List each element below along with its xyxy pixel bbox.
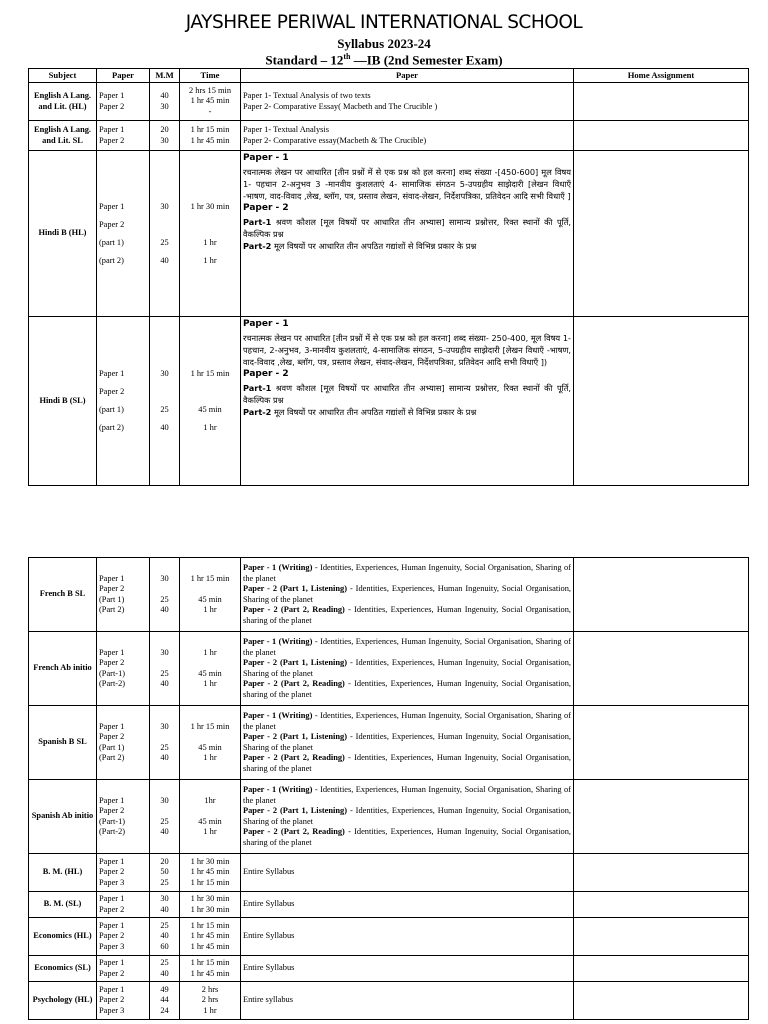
col-time: Time	[180, 69, 241, 83]
time-cell: 1 hr 15 min 45 min 1 hr	[180, 317, 241, 486]
paper-content-cell: Entire Syllabus	[241, 918, 574, 956]
home-assignment-cell	[574, 706, 749, 780]
time-cell: 1 hr 30 min 1 hr 30 min	[180, 892, 241, 918]
marks-cell: 30 25 40	[150, 317, 180, 486]
paper-content-cell: Paper 1- Textual Analysis Paper 2- Comparative essay(Macbeth & The Crucible)	[241, 121, 574, 151]
row-bm-sl	[29, 892, 749, 918]
subject-cell: Economics (HL)	[29, 918, 97, 956]
paper-cell: Paper 1 Paper 2 (Part 1) (Part 2)	[97, 706, 150, 780]
paper-content-cell: Paper - 1 (Writing) - Identities, Experiences, Human Ingenuity, Social Organisation, Sharing of the planet Paper - 2 (Part 1, Listening) - Identities, Experiences, Human Ingenuity, Social Organisation, Sharing of the planet Paper - 2 (Part 2, Reading) - Identities, Experiences, Human Ingenuity, Social Organisation, sharing of the planet	[241, 706, 574, 780]
home-assignment-cell	[574, 854, 749, 892]
subject-cell: French Ab initio	[29, 632, 97, 706]
paper-content-cell: Entire Syllabus	[241, 854, 574, 892]
paper-cell: Paper 1 Paper 2 (part 1) (part 2)	[97, 317, 150, 486]
time-cell: 1 hr 15 min 45 min 1 hr	[180, 706, 241, 780]
marks-cell: 30 25 40	[150, 558, 180, 632]
standard-title: Standard – 12th —IB (2nd Semester Exam)	[265, 52, 503, 68]
home-assignment-cell	[574, 982, 749, 1020]
paper-cell: Paper 1 Paper 2 (Part 1) (Part 2)	[97, 558, 150, 632]
school-name: JAYSHREE PERIWAL INTERNATIONAL SCHOOL	[185, 12, 583, 33]
paper-cell: Paper 1 Paper 2 (Part-1) (Part-2)	[97, 780, 150, 854]
row-bm-hl	[29, 854, 749, 892]
subject-cell: English A Lang. and Lit. SL	[29, 121, 97, 151]
home-assignment-cell	[574, 632, 749, 706]
paper-content-cell: Paper - 1 रचनात्मक लेखन पर आधारित [तीन प्रश्नों में से एक प्रश्न को हल करना] शब्द संख्या- 250-400, मूल विषय 1- पहचान, 2-अनुभव, 3-मानवीय कुशलताएं, 4-सामाजिक संगठन, 5-उपग्रहीय साझेदारी [लेखन विधाएँ -भाषण, वाद-विवाद ,लेख, ब्लॉग, पत्र, प्रस्ताव लेखन, संवाद-लेखन, निर्देशपत्रिका, प्रतिवेदन आदि सभी विधाएँ ]) Paper - 2 Part-1 श्रवण कौशल [मूल विषयों पर आधारित तीन अभ्यास] सामान्य प्रश्नोत्तर, रिक्त स्थानों की पूर्ति, वैकल्पिक प्रश्न Part-2 मूल विषयों पर आधारित तीन अपठित गद्यांशों से विभिन्न प्रकार के प्रश्न	[241, 317, 574, 486]
paper-content-cell: Paper - 1 (Writing) - Identities, Experiences, Human Ingenuity, Social Organisation, Sharing of the planet Paper - 2 (Part 1, Listening) - Identities, Experiences, Human Ingenuity, Social Organisation, Sharing of the planet Paper - 2 (Part 2, Reading) - Identities, Experiences, Human Ingenuity, Social Organisation, sharing of the planet	[241, 780, 574, 854]
paper-content-cell: Entire Syllabus	[241, 956, 574, 982]
col-subject: Subject	[29, 69, 97, 83]
subject-cell: Economics (SL)	[29, 956, 97, 982]
paper-cell: Paper 1 Paper 2	[97, 83, 150, 121]
row-hindi-hl	[29, 151, 749, 317]
marks-cell: 20 50 25	[150, 854, 180, 892]
col-paper-content: Paper	[241, 69, 574, 83]
subject-cell: Spanish B SL	[29, 706, 97, 780]
time-cell: 2 hrs 15 min 1 hr 45 min -	[180, 83, 241, 121]
row-economics-sl	[29, 956, 749, 982]
time-cell: 1 hr 15 min 45 min 1 hr	[180, 558, 241, 632]
col-home-assignment: Home Assignment	[574, 69, 749, 83]
home-assignment-cell	[574, 956, 749, 982]
subject-cell: B. M. (SL)	[29, 892, 97, 918]
header-row	[29, 69, 749, 83]
marks-cell: 30 25 40	[150, 632, 180, 706]
time-cell: 1 hr 30 min 1 hr 45 min 1 hr 15 min	[180, 854, 241, 892]
syllabus-table-1	[28, 68, 749, 486]
paper-content-cell: Entire syllabus	[241, 982, 574, 1020]
marks-cell: 30 25 40	[150, 780, 180, 854]
marks-cell: 30 40	[150, 892, 180, 918]
paper-cell: Paper 1 Paper 2 Paper 3	[97, 982, 150, 1020]
subject-cell: French B SL	[29, 558, 97, 632]
time-cell: 2 hrs 2 hrs 1 hr	[180, 982, 241, 1020]
paper-cell: Paper 1 Paper 2 (part 1) (part 2)	[97, 151, 150, 317]
row-hindi-sl	[29, 317, 749, 486]
col-max-marks: M.M	[150, 69, 180, 83]
paper-content-cell: Paper 1- Textual Analysis of two texts Paper 2- Comparative Essay( Macbeth and The Crucible )	[241, 83, 574, 121]
home-assignment-cell	[574, 558, 749, 632]
marks-cell: 30 25 40	[150, 706, 180, 780]
marks-cell: 49 44 24	[150, 982, 180, 1020]
home-assignment-cell	[574, 780, 749, 854]
row-spanish-b-sl	[29, 706, 749, 780]
time-cell: 1 hr 15 min 1 hr 45 min 1 hr 45 min	[180, 918, 241, 956]
subject-cell: B. M. (HL)	[29, 854, 97, 892]
syllabus-title: Syllabus 2023-24	[337, 36, 431, 51]
paper-cell: Paper 1 Paper 2	[97, 121, 150, 151]
paper-content-cell: Paper - 1 (Writing) - Identities, Experiences, Human Ingenuity, Social Organisation, Sharing of the planet Paper - 2 (Part 1, Listening) - Identities, Experiences, Human Ingenuity, Social Organisation, Sharing of the planet Paper - 2 (Part 2, Reading) - Identities, Experiences, Human Ingenuity, Social Organisation, sharing of the planet	[241, 558, 574, 632]
subject-cell: Psychology (HL)	[29, 982, 97, 1020]
paper-cell: Paper 1 Paper 2 Paper 3	[97, 918, 150, 956]
home-assignment-cell	[574, 317, 749, 486]
home-assignment-cell	[574, 151, 749, 317]
marks-cell: 40 30	[150, 83, 180, 121]
home-assignment-cell	[574, 892, 749, 918]
paper-cell: Paper 1 Paper 2 Paper 3	[97, 854, 150, 892]
time-cell: 1 hr 30 min 1 hr 1 hr	[180, 151, 241, 317]
row-french-ab-initio	[29, 632, 749, 706]
paper-cell: Paper 1 Paper 2	[97, 956, 150, 982]
marks-cell: 30 25 40	[150, 151, 180, 317]
home-assignment-cell	[574, 918, 749, 956]
marks-cell: 25 40 60	[150, 918, 180, 956]
row-psychology-hl	[29, 982, 749, 1020]
row-english-hl	[29, 83, 749, 121]
home-assignment-cell	[574, 121, 749, 151]
time-cell: 1hr 45 min 1 hr	[180, 780, 241, 854]
row-french-b-sl	[29, 558, 749, 632]
marks-cell: 25 40	[150, 956, 180, 982]
subject-cell: Hindi B (HL)	[29, 151, 97, 317]
row-economics-hl	[29, 918, 749, 956]
paper-content-cell: Paper - 1 (Writing) - Identities, Experiences, Human Ingenuity, Social Organisation, Sharing of the planet Paper - 2 (Part 1, Listening) - Identities, Experiences, Human Ingenuity, Social Organisation, Sharing of the planet Paper - 2 (Part 2, Reading) - Identities, Experiences, Human Ingenuity, Social Organisation, sharing of the planet	[241, 632, 574, 706]
subject-cell: English A Lang. and Lit. (HL)	[29, 83, 97, 121]
time-cell: 1 hr 15 min 1 hr 45 min	[180, 121, 241, 151]
time-cell: 1 hr 45 min 1 hr	[180, 632, 241, 706]
paper-cell: Paper 1 Paper 2	[97, 892, 150, 918]
paper-content-cell: Entire Syllabus	[241, 892, 574, 918]
row-english-sl	[29, 121, 749, 151]
row-spanish-ab-initio	[29, 780, 749, 854]
col-paper: Paper	[97, 69, 150, 83]
marks-cell: 20 30	[150, 121, 180, 151]
time-cell: 1 hr 15 min 1 hr 45 min	[180, 956, 241, 982]
paper-content-cell: Paper - 1 रचनात्मक लेखन पर आधारित [तीन प्रश्नों में से एक प्रश्न को हल करना] शब्द संख्या -[450-600] मूल विषय 1- पहचान 2-अनुभव 3 -मानवीय कुशलताएं 4- सामाजिक संगठन 5-उपग्रहीय साझेदारी [लेखन विधाएँ -भाषण, वाद-विवाद ,लेख, ब्लॉग, पत्र, प्रस्ताव लेखन, संवाद-लेखन, निर्देशपत्रिका, प्रतिवेदन आदि सभी विधाएँ ] Paper - 2 Part-1 श्रवण कौशल [मूल विषयों पर आधारित तीन अभ्यास] सामान्य प्रश्नोत्तर, रिक्त स्थानों की पूर्ति, वैकल्पिक प्रश्न Part-2 मूल विषयों पर आधारित तीन अपठित गद्यांशों से विभिन्न प्रकार के प्रश्न	[241, 151, 574, 317]
paper-cell: Paper 1 Paper 2 (Part-1) (Part-2)	[97, 632, 150, 706]
syllabus-table-2	[28, 557, 749, 1020]
home-assignment-cell	[574, 83, 749, 121]
subject-cell: Hindi B (SL)	[29, 317, 97, 486]
subject-cell: Spanish Ab initio	[29, 780, 97, 854]
